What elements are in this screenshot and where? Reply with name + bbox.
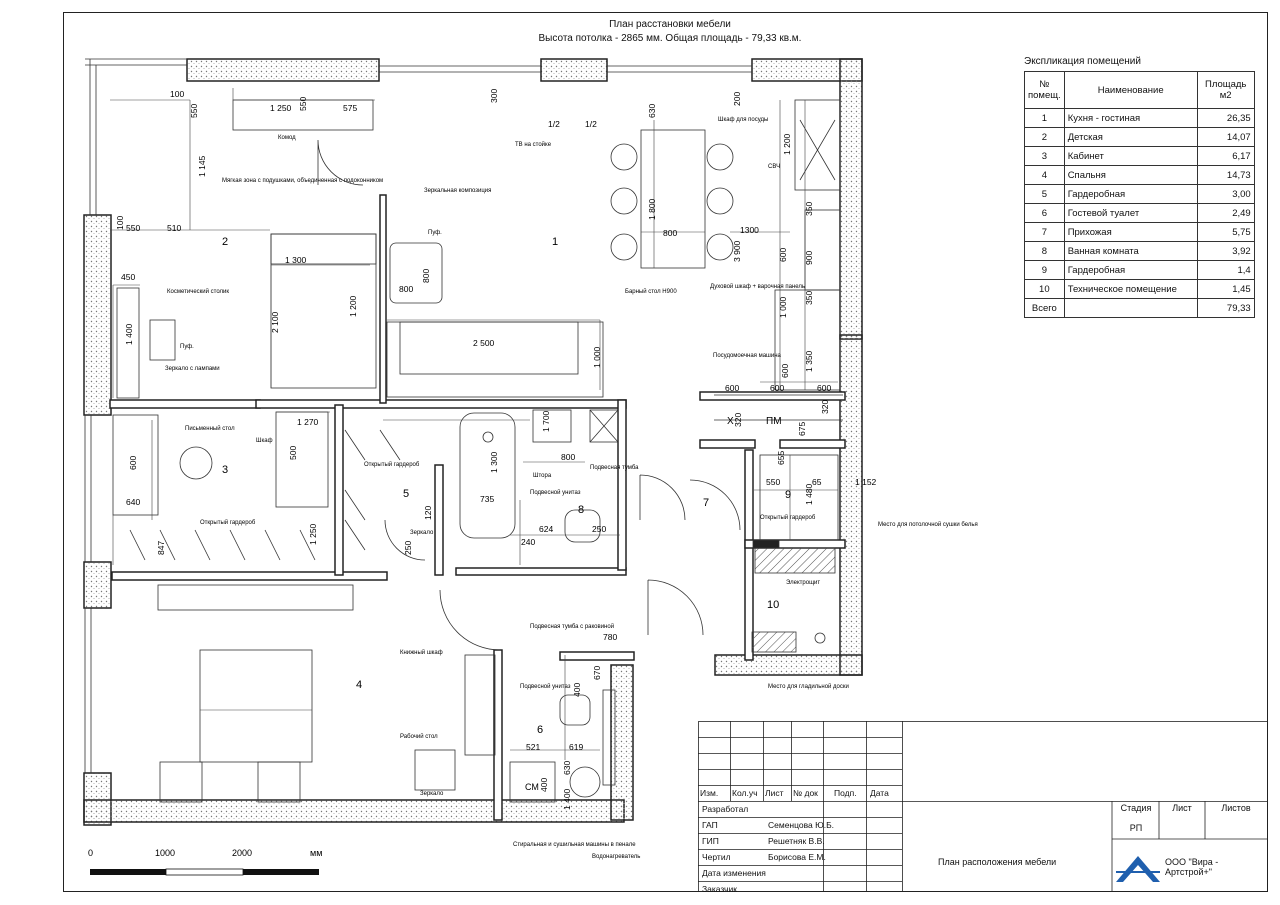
- table-header: [1025, 72, 1255, 109]
- stamp-person: Борисова Е.М.: [768, 852, 826, 862]
- stamp-col-header: Кол.уч: [732, 788, 758, 798]
- note-vanity-sink: Подвесная тумба с раковиной: [530, 624, 615, 630]
- note-desk: Письменный стол: [185, 426, 235, 432]
- room-number: 9: [785, 489, 792, 501]
- stamp-role: ГИП: [702, 836, 719, 846]
- note-dishwasher-mark: ПМ: [766, 416, 782, 427]
- dimension-label: 900: [804, 250, 814, 265]
- room-name-cell: Прихожая: [1064, 223, 1197, 242]
- dimension-label: 100: [115, 215, 125, 230]
- room-area-cell: 26,35: [1197, 109, 1254, 128]
- explication-table: [1024, 56, 1255, 318]
- note-dressing-table: Косметический столик: [167, 289, 230, 295]
- table-row: [1025, 147, 1255, 166]
- room-area-cell: 14,07: [1197, 128, 1254, 147]
- dimension-label: 320: [820, 399, 830, 414]
- title-block: [698, 721, 1268, 892]
- stamp-person: Решетняк В.В.: [768, 836, 825, 846]
- stamp-role: Чертил: [702, 852, 731, 862]
- dimension-label: 500: [288, 445, 298, 460]
- dimension-label: 1 480: [804, 483, 814, 505]
- table-body: [1025, 109, 1255, 299]
- total-area: 79,33: [1197, 299, 1254, 318]
- dimension-label: 1300: [740, 225, 759, 235]
- note-ironing-board: Место для гладильной доски: [768, 684, 849, 690]
- dimension-label: 735: [480, 494, 495, 504]
- total-empty: [1064, 299, 1197, 318]
- dimension-label: 1 300: [285, 255, 307, 265]
- note-ceiling-dryer: Место для потолочной сушки белья: [878, 522, 978, 528]
- scale-label: мм: [310, 848, 323, 858]
- dimension-label: 100: [170, 89, 185, 99]
- dimension-label: 350: [804, 201, 814, 216]
- dimension-label: 2 500: [473, 338, 495, 348]
- dimension-label: 1 400: [562, 788, 572, 810]
- room-name-cell: Гостевой туалет: [1064, 204, 1197, 223]
- dimension-label: 780: [603, 632, 618, 642]
- dimension-label: 120: [423, 505, 433, 520]
- dimension-label: 1 200: [348, 295, 358, 317]
- note-oven: Духовой шкаф + варочная панель: [710, 284, 805, 290]
- room-name-cell: Техническое помещение: [1064, 280, 1197, 299]
- room-number: 2: [222, 236, 229, 248]
- note-mirror: Зеркало: [410, 530, 434, 536]
- dimension-label: 1 145: [197, 155, 207, 177]
- dimension-label: 600: [770, 383, 785, 393]
- room-name-cell: Спальня: [1064, 166, 1197, 185]
- room-number: 10: [767, 599, 780, 611]
- dimension-label: 800: [421, 268, 431, 283]
- note-mirror-composition: Зеркальная композиция: [424, 188, 492, 194]
- dimension-label: 600: [780, 363, 790, 378]
- note-mirror-2: Зеркало: [420, 791, 444, 797]
- header-area: Площадь м2: [1197, 72, 1254, 109]
- dimension-label: 400: [539, 777, 549, 792]
- dimension-label: 1 800: [647, 198, 657, 220]
- note-curtain: Штора: [533, 473, 552, 479]
- dimension-label: 200: [732, 91, 742, 106]
- room-name-cell: Гардеробная: [1064, 185, 1197, 204]
- dimension-label: 550: [126, 223, 141, 233]
- note-microwave: СВЧ: [768, 164, 781, 170]
- room-name-cell: Гардеробная: [1064, 261, 1197, 280]
- rooms-table: [1024, 71, 1255, 318]
- dimension-label: 630: [647, 103, 657, 118]
- dimension-label: 600: [725, 383, 740, 393]
- dimension-label: 3 900: [732, 240, 742, 262]
- windows: [85, 59, 752, 773]
- dimension-label: 550: [189, 103, 199, 118]
- note-dishwasher: Посудомоечная машина: [713, 353, 781, 359]
- dimension-label: 510: [167, 223, 182, 233]
- dimension-label: 1/2: [548, 119, 560, 129]
- stamp-role: Дата изменения: [702, 868, 766, 878]
- dimension-label: 300: [489, 88, 499, 103]
- company-name: ООО "Вира - Артстрой+": [1165, 857, 1219, 877]
- note-fridge-mark: Х: [727, 416, 734, 427]
- dimension-label: 1 200: [782, 133, 792, 155]
- stamp-col-header: Изм.: [700, 788, 719, 798]
- room-area-cell: 5,75: [1197, 223, 1254, 242]
- note-open-wardrobe: Открытый гардероб: [364, 462, 420, 468]
- sheets-header: Листов: [1221, 803, 1251, 813]
- scale-label: 0: [88, 848, 94, 858]
- scale-label: 2000: [232, 848, 253, 858]
- subtitle-line: Высота потолка - 2865 мм. Общая площадь - 79,33 кв.м.: [538, 33, 802, 44]
- note-dish-cabinet: Шкаф для посуды: [718, 117, 769, 123]
- dimension-label: 800: [399, 284, 414, 294]
- room-num-cell: 2: [1025, 128, 1065, 147]
- stamp-col-header: № док: [793, 788, 818, 798]
- dimension-label: 1 250: [308, 523, 318, 545]
- dimension-label: 1 270: [297, 417, 319, 427]
- dimension-label: 600: [817, 383, 832, 393]
- room-number: 3: [222, 464, 229, 476]
- scale-label: 1000: [155, 848, 176, 858]
- dimension-label: 640: [126, 497, 141, 507]
- dimension-label: 1 300: [489, 451, 499, 473]
- dimension-label: 320: [733, 412, 743, 427]
- furniture: [113, 100, 843, 802]
- note-puf-2: Пуф.: [180, 344, 194, 350]
- note-komod: Комод: [278, 135, 296, 141]
- header-num: № помещ.: [1025, 72, 1065, 109]
- dimension-label: 550: [298, 96, 308, 111]
- stamp-col-header: Дата: [870, 788, 889, 798]
- dimension-label: 1/2: [585, 119, 597, 129]
- room-number: 1: [552, 236, 559, 248]
- table-row: [1025, 109, 1255, 128]
- header-name: Наименование: [1064, 72, 1197, 109]
- table-row: [1025, 280, 1255, 299]
- dimension-label: 450: [121, 272, 136, 282]
- table-row: [1025, 261, 1255, 280]
- sheet-title: План расположения мебели: [938, 857, 1057, 867]
- room-number: 5: [403, 488, 410, 500]
- note-washers: Стиральная и сушильная машины в пенале: [513, 842, 636, 848]
- room-num-cell: 3: [1025, 147, 1065, 166]
- dimension-label: 675: [797, 421, 807, 436]
- hatched-areas: [752, 540, 835, 652]
- room-number: 7: [703, 497, 710, 509]
- room-num-cell: 7: [1025, 223, 1065, 242]
- room-name-cell: Ванная комната: [1064, 242, 1197, 261]
- dimension-label: 2 100: [270, 311, 280, 333]
- table-row: [1025, 242, 1255, 261]
- note-washer-mark: СМ: [525, 782, 539, 792]
- dimension-label: 240: [521, 537, 536, 547]
- dimension-label: 1 400: [124, 323, 134, 345]
- dimension-label: 550: [766, 477, 781, 487]
- dimension-label: 600: [778, 247, 788, 262]
- sheet-header: Лист: [1172, 803, 1192, 813]
- table-row: [1025, 185, 1255, 204]
- dimension-label: 1 350: [804, 350, 814, 372]
- room-num-cell: 9: [1025, 261, 1065, 280]
- dimension-label: 250: [403, 540, 413, 555]
- note-bookshelf: Книжный шкаф: [400, 650, 443, 656]
- total-label: Всего: [1025, 299, 1065, 318]
- dimension-label: 1 700: [541, 410, 551, 432]
- room-num-cell: 1: [1025, 109, 1065, 128]
- room-name-cell: Кабинет: [1064, 147, 1197, 166]
- dimension-label: 1 152: [855, 477, 877, 487]
- note-open-wardrobe-3: Открытый гардероб: [760, 515, 816, 521]
- note-toilet: Подвесной унитаз: [530, 490, 581, 496]
- note-soft-zone: Мягкая зона с подушками, объединенная с подоконником: [222, 178, 384, 184]
- room-number: 6: [537, 724, 544, 736]
- room-number: 8: [578, 504, 585, 516]
- room-area-cell: 3,92: [1197, 242, 1254, 261]
- stage-value: РП: [1129, 823, 1143, 833]
- note-water-heater: Водонагреватель: [592, 854, 641, 860]
- dimension-label: 1 000: [778, 296, 788, 318]
- dimension-label: 800: [663, 228, 678, 238]
- room-num-cell: 4: [1025, 166, 1065, 185]
- stamp-role: Разработал: [702, 804, 749, 814]
- title-line: План расстановки мебели: [609, 19, 731, 30]
- note-tv: ТВ на стойке: [515, 142, 552, 148]
- table-row: [1025, 223, 1255, 242]
- explication-title: Экспликация помещений: [1024, 56, 1141, 67]
- note-wardrobe: Шкаф: [256, 438, 273, 444]
- dimension-label: 624: [539, 524, 554, 534]
- note-puf: Пуф.: [428, 230, 442, 236]
- dimension-label: 800: [561, 452, 576, 462]
- dimension-label: 400: [572, 682, 582, 697]
- note-vanity: Подвесная тумба: [590, 465, 639, 471]
- room-area-cell: 2,49: [1197, 204, 1254, 223]
- stamp-col-header: Подп.: [834, 788, 857, 798]
- room-area-cell: 6,17: [1197, 147, 1254, 166]
- dimension-label: 1 250: [270, 103, 292, 113]
- dimension-label: 655: [776, 450, 786, 465]
- stamp-col-header: Лист: [765, 788, 784, 798]
- room-num-cell: 6: [1025, 204, 1065, 223]
- room-area-cell: 14,73: [1197, 166, 1254, 185]
- note-toilet-2: Подвесной унитаз: [520, 684, 571, 690]
- note-bar-table: Барный стол Н900: [625, 289, 677, 295]
- dimension-label: 670: [592, 665, 602, 680]
- table-total-row: [1025, 299, 1255, 318]
- room-num-cell: 5: [1025, 185, 1065, 204]
- dimension-label: 521: [526, 742, 541, 752]
- dimension-label: 250: [592, 524, 607, 534]
- dimension-label: 847: [156, 540, 166, 555]
- dimension-label: 350: [804, 290, 814, 305]
- dimension-label: 600: [128, 455, 138, 470]
- dimension-label: 619: [569, 742, 584, 752]
- scale-bar: [88, 848, 322, 875]
- stage-header: Стадия: [1120, 803, 1152, 813]
- note-open-wardrobe-2: Открытый гардероб: [200, 520, 256, 526]
- room-number: 4: [356, 679, 363, 691]
- table-row: [1025, 128, 1255, 147]
- stamp-person: Семенцова Ю.Б.: [768, 820, 835, 830]
- note-mirror-lamps: Зеркало с лампами: [165, 366, 220, 372]
- dimension-label: 65: [812, 477, 822, 487]
- table-row: [1025, 166, 1255, 185]
- room-name-cell: Кухня - гостиная: [1064, 109, 1197, 128]
- dimension-label: 1 000: [592, 346, 602, 368]
- room-num-cell: 10: [1025, 280, 1065, 299]
- table-row: [1025, 204, 1255, 223]
- note-electric-panel: Электрощит: [786, 580, 821, 586]
- stamp-role: ГАП: [702, 820, 718, 830]
- note-work-desk: Рабочий стол: [400, 734, 438, 740]
- room-area-cell: 1,4: [1197, 261, 1254, 280]
- room-area-cell: 1,45: [1197, 280, 1254, 299]
- room-area-cell: 3,00: [1197, 185, 1254, 204]
- room-num-cell: 8: [1025, 242, 1065, 261]
- stamp-role: Заказчик: [702, 884, 737, 894]
- dimension-label: 575: [343, 103, 358, 113]
- room-name-cell: Детская: [1064, 128, 1197, 147]
- dimension-label: 630: [562, 760, 572, 775]
